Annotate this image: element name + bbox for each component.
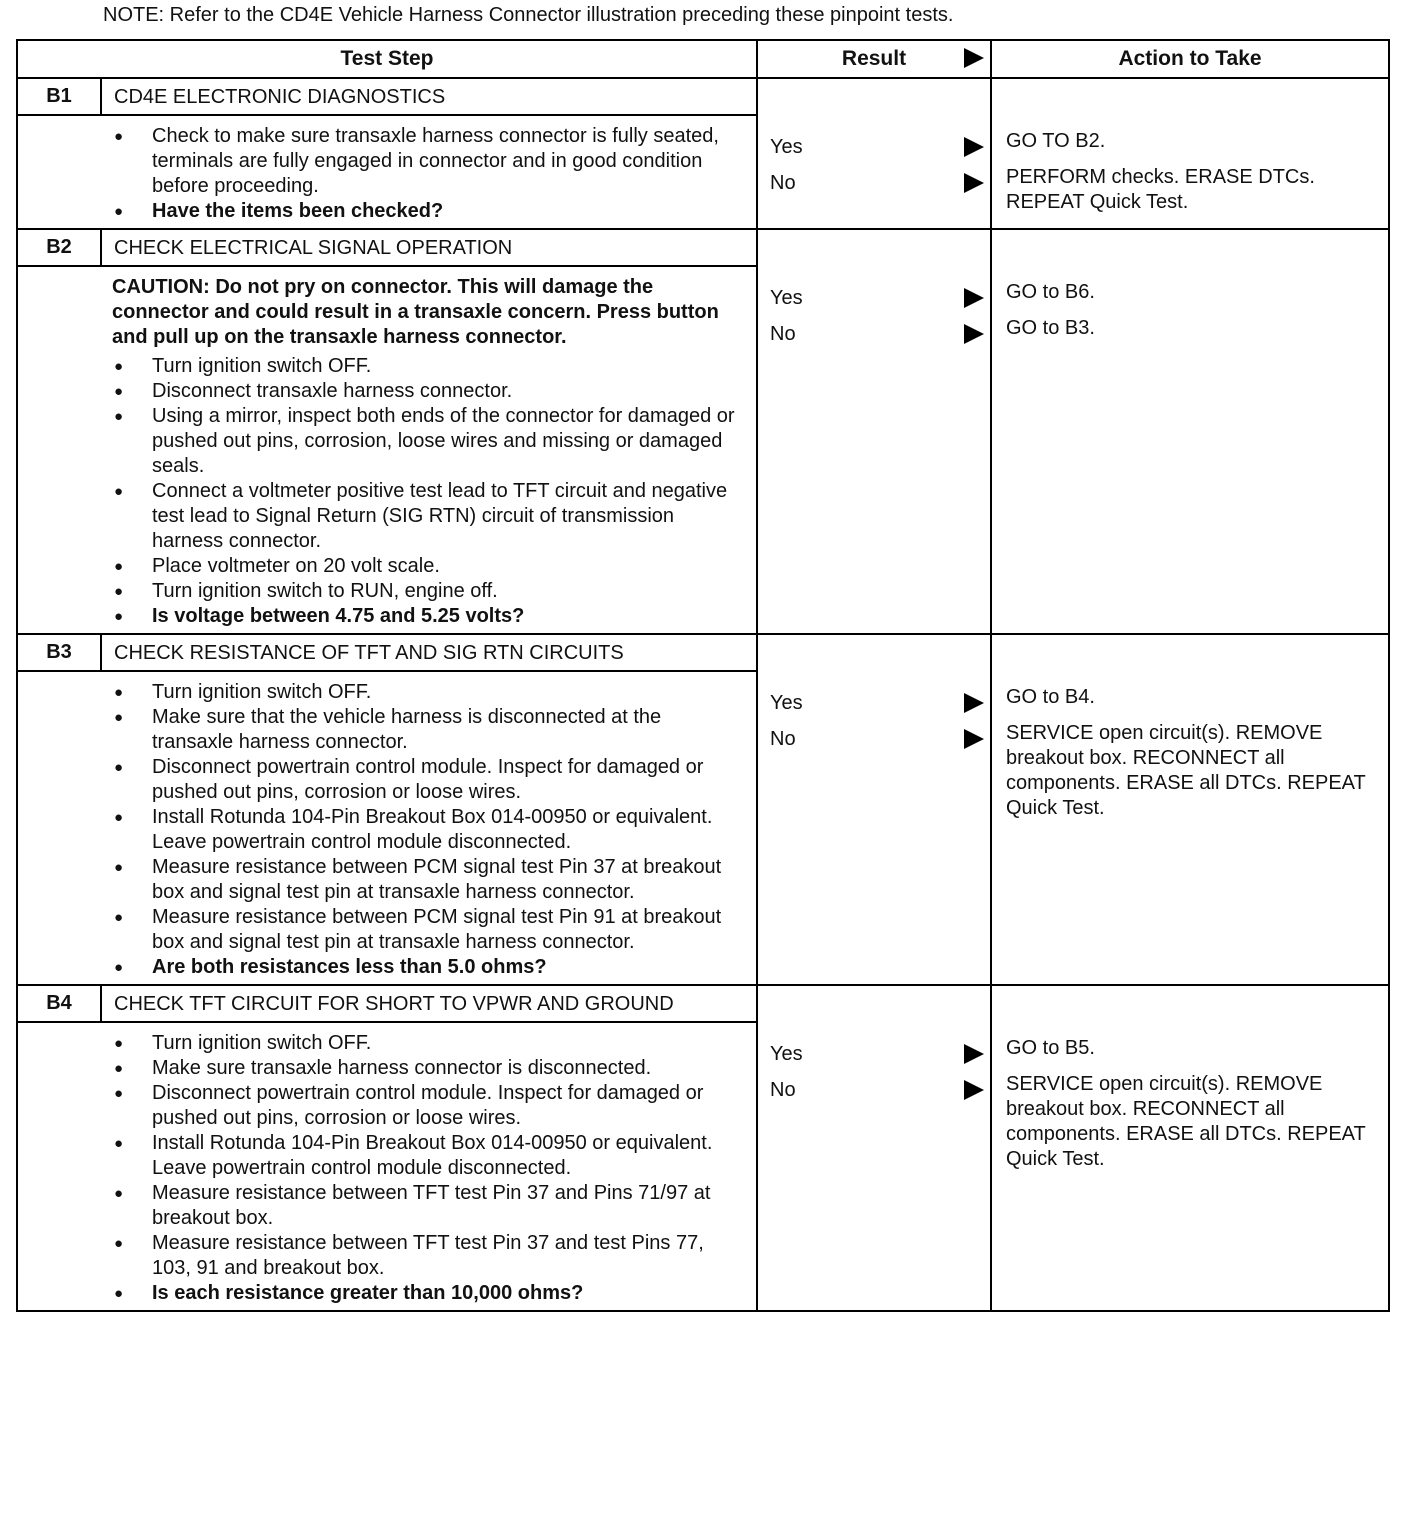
action-column [990,230,1388,633]
result-no: No [770,322,796,345]
arrow-icon [964,324,984,344]
step-heading [18,986,756,1023]
test-step-section [18,79,1388,230]
step-item: ● Place voltmeter on 20 volt scale. [114,554,746,579]
step-question: ● Are both resistances less than 5.0 ohms? [114,955,746,980]
step-item: ● Disconnect powertrain control module. Inspect for damaged or pushed out pins, corrosion or loose wires. [114,1081,746,1131]
action-yes: GO to B4. [1006,686,1095,708]
step-item: ● Turn ignition switch to RUN, engine off. [114,579,746,604]
caution-text: CAUTION: Do not pry on connector. This will damage the connector and could result in a transaxle concern. Press button and pull up on the transaxle harness connector. [112,276,719,348]
step-heading [18,79,756,116]
arrow-icon [964,1080,984,1100]
result-row [770,721,984,757]
test-step-column [18,635,756,984]
action-no: GO to B3. [1006,317,1095,339]
arrow-icon [964,729,984,749]
step-id: B1 [18,79,102,114]
step-body [18,672,756,984]
step-item: ● Install Rotunda 104-Pin Breakout Box 014-00950 or equivalent. Leave powertrain control module disconnected. [114,805,746,855]
step-title: CHECK TFT CIRCUIT FOR SHORT TO VPWR AND GROUND [114,993,674,1015]
step-item: ● Turn ignition switch OFF. [114,1031,746,1056]
result-no: No [770,171,796,194]
action-column [990,986,1388,1310]
header-result [756,41,990,77]
step-heading [18,230,756,267]
pinpoint-test-table [16,39,1390,1312]
step-item: ● Check to make sure transaxle harness connector is fully seated, terminals are fully engaged in connector and in good condition before proceeding. [114,124,746,199]
action-no: SERVICE open circuit(s). REMOVE breakout box. RECONNECT all components. ERASE all DTCs. REPEAT Quick Test. [1006,722,1366,819]
step-item: ● Connect a voltmeter positive test lead to TFT circuit and negative test lead to Signal Return (SIG RTN) circuit of transmission harness connector. [114,479,746,554]
result-row [770,129,984,165]
arrow-icon [964,173,984,193]
step-item: ● Turn ignition switch OFF. [114,680,746,705]
result-yes: Yes [770,286,803,309]
arrow-icon [964,693,984,713]
test-step-column [18,230,756,633]
step-title: CHECK ELECTRICAL SIGNAL OPERATION [114,237,513,259]
step-id: B4 [18,986,102,1021]
header-test-step: Test Step [340,47,434,70]
arrow-icon [964,137,984,157]
step-body [18,267,756,633]
step-question: ● Have the items been checked? [114,199,746,224]
test-step-column [18,79,756,228]
result-row [770,1072,984,1108]
header-result-label: Result [841,47,907,70]
step-title: CD4E ELECTRONIC DIAGNOSTICS [114,86,446,108]
action-yes: GO TO B2. [1006,130,1106,152]
result-column [756,986,990,1310]
step-question: ● Is each resistance greater than 10,000 ohms? [114,1281,746,1306]
result-column [756,635,990,984]
step-id: B3 [18,635,102,670]
step-body [18,116,756,228]
result-column [756,79,990,228]
action-yes: GO to B6. [1006,281,1095,303]
test-step-section [18,230,1388,635]
result-row [770,316,984,352]
result-yes: Yes [770,1042,803,1065]
action-yes: GO to B5. [1006,1037,1095,1059]
result-row [770,165,984,201]
step-item: ● Disconnect powertrain control module. Inspect for damaged or pushed out pins, corrosion or loose wires. [114,755,746,805]
test-step-section [18,986,1388,1310]
note-text: NOTE: Refer to the CD4E Vehicle Harness Connector illustration preceding these pinpoint tests. [103,4,954,26]
step-item: ● Make sure that the vehicle harness is disconnected at the transaxle harness connector. [114,705,746,755]
table-header [18,41,1388,79]
step-item: ● Using a mirror, inspect both ends of the connector for damaged or pushed out pins, corrosion, loose wires and missing or damaged seals. [114,404,746,479]
step-id: B2 [18,230,102,265]
test-step-column [18,986,756,1310]
action-column [990,635,1388,984]
step-item: ● Disconnect transaxle harness connector. [114,379,746,404]
step-item: ● Turn ignition switch OFF. [114,354,746,379]
result-column [756,230,990,633]
result-no: No [770,1078,796,1101]
step-title: CHECK RESISTANCE OF TFT AND SIG RTN CIRCUITS [114,642,624,664]
action-column [990,79,1388,228]
step-question: ● Is voltage between 4.75 and 5.25 volts? [114,604,746,629]
header-action: Action to Take [990,41,1388,77]
step-item: ● Measure resistance between TFT test Pin 37 and Pins 71/97 at breakout box. [114,1181,746,1231]
step-item: ● Make sure transaxle harness connector is disconnected. [114,1056,746,1081]
arrow-icon [964,48,984,68]
result-row [770,1036,984,1072]
step-body [18,1023,756,1310]
step-item: ● Measure resistance between PCM signal test Pin 37 at breakout box and signal test pin at transaxle harness connector. [114,855,746,905]
step-item: ● Install Rotunda 104-Pin Breakout Box 014-00950 or equivalent. Leave powertrain control module disconnected. [114,1131,746,1181]
step-item: ● Measure resistance between PCM signal test Pin 91 at breakout box and signal test pin at transaxle harness connector. [114,905,746,955]
arrow-icon [964,288,984,308]
step-item: ● Measure resistance between TFT test Pin 37 and test Pins 77, 103, 91 and breakout box. [114,1231,746,1281]
result-yes: Yes [770,691,803,714]
result-row [770,685,984,721]
result-no: No [770,727,796,750]
action-no: SERVICE open circuit(s). REMOVE breakout box. RECONNECT all components. ERASE all DTCs. REPEAT Quick Test. [1006,1073,1366,1170]
result-row [770,280,984,316]
arrow-icon [964,1044,984,1064]
result-yes: Yes [770,135,803,158]
step-heading [18,635,756,672]
action-no: PERFORM checks. ERASE DTCs. REPEAT Quick Test. [1006,166,1315,213]
test-step-section [18,635,1388,986]
